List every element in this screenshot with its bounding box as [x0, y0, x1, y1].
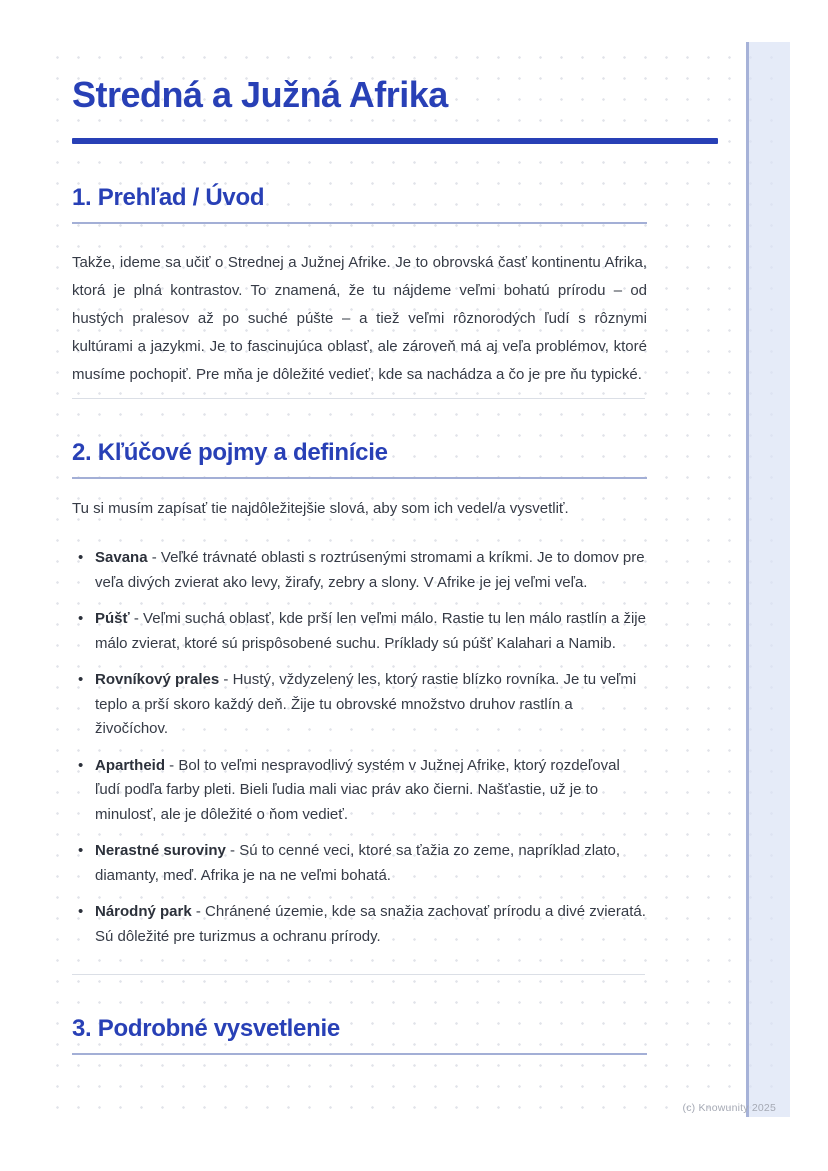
- page-title: Stredná a Južná Afrika: [72, 74, 448, 115]
- term-item-savana: [72, 546, 647, 595]
- term-name: Národný park: [95, 903, 192, 920]
- notes-content: [72, 42, 647, 1055]
- term-separator: -: [165, 756, 179, 774]
- term-item-rovnikovy-prales: [72, 668, 647, 742]
- term-definition: Veľmi suchá oblasť, kde prší len veľmi málo. Rastie tu len málo rastlín a žije málo zvierat, ktoré sú prispôsobené suchu. Príklady sú púšť Kalahari a Namib.: [95, 610, 646, 652]
- term-separator: -: [147, 549, 161, 566]
- bullet-icon: •: [78, 756, 84, 774]
- divider-after-key-terms: [72, 974, 645, 975]
- term-name: Savana: [95, 549, 148, 566]
- section-2-heading: 2. Kľúčové pojmy a definície: [72, 437, 647, 479]
- section-1-heading: 1. Prehľad / Úvod: [72, 182, 647, 224]
- key-terms-intro: Tu si musím zapísať tie najdôležitejšie slová, aby som ich vedel/a vysvetliť.: [72, 500, 569, 517]
- title-underline-rule: [72, 138, 718, 144]
- term-name: Rovníkový prales: [95, 671, 220, 688]
- term-item-narodny-park: [72, 900, 647, 949]
- bullet-icon: •: [78, 903, 84, 920]
- term-item-pust: [72, 607, 647, 656]
- key-terms-list: [72, 546, 647, 949]
- bullet-icon: •: [78, 842, 84, 859]
- bullet-icon: •: [78, 549, 84, 566]
- divider-after-overview: [72, 398, 645, 399]
- term-definition: Sú to cenné veci, ktoré sa ťažia zo zeme, napríklad zlato, diamanty, meď. Afrika je na ne veľmi bohatá.: [95, 842, 621, 884]
- term-definition: Chránené územie, kde sa snažia zachovať prírodu a divé zvieratá. Sú dôležité pre turizmus a ochranu prírody.: [95, 903, 646, 945]
- section-overview: [72, 182, 647, 389]
- term-definition: Bol to veľmi nespravodlivý systém v Južnej Afrike, ktorý rozdeľoval ľudí podľa farby pleti. Bieli ľudia mali viac práv ako čierni. Našťastie, už je to minulosť, ale je dôležité o ňom vedieť.: [95, 756, 620, 823]
- bullet-icon: •: [78, 671, 84, 688]
- term-name: Nerastné suroviny: [95, 842, 226, 859]
- overview-paragraph: Takže, ideme sa učiť o Strednej a Južnej Afrike. Je to obrovská časť kontinentu Afrika, ktorá je plná kontrastov. To znamená, že tu nájdeme veľmi bohatú prírodu – od hustých pralesov až po suché púšte – a tiež veľmi rôznorodých ľudí s rôznymi kultúrami a jazykmi. Je to fascinujúca oblasť, ale zároveň má aj veľa problémov, ktoré musíme pochopiť. Pre mňa je dôležité vedieť, kde sa nachádza a čo je pre ňu typické.: [72, 254, 647, 383]
- notebook-margin-stripe: [746, 42, 790, 1117]
- section-detailed-explanation: [72, 1013, 647, 1055]
- term-separator: -: [129, 610, 144, 627]
- section-3-heading: 3. Podrobné vysvetlenie: [72, 1013, 647, 1055]
- term-separator: -: [191, 903, 206, 920]
- term-separator: -: [225, 842, 240, 859]
- term-item-nerastne-suroviny: [72, 839, 647, 888]
- term-name: Apartheid: [95, 756, 166, 774]
- watermark: (c) Knowunity 2025: [682, 1102, 776, 1114]
- term-separator: -: [219, 671, 233, 688]
- term-name: Púšť: [95, 610, 130, 627]
- bullet-icon: •: [78, 610, 84, 627]
- term-definition: Hustý, vždyzelený les, ktorý rastie blízko rovníka. Je tu veľmi teplo a prší skoro každý deň. Žije tu obrovské množstvo druhov rastlín a živočíchov.: [95, 671, 637, 737]
- term-definition: Veľké trávnaté oblasti s roztrúsenými stromami a kríkmi. Je to domov pre veľa divých zvierat ako levy, žirafy, zebry a slony. V Afrike je jej veľmi veľa.: [95, 549, 645, 591]
- section-key-terms: [72, 437, 647, 949]
- term-item-apartheid: [72, 754, 647, 828]
- notes-sheet: [42, 42, 790, 1117]
